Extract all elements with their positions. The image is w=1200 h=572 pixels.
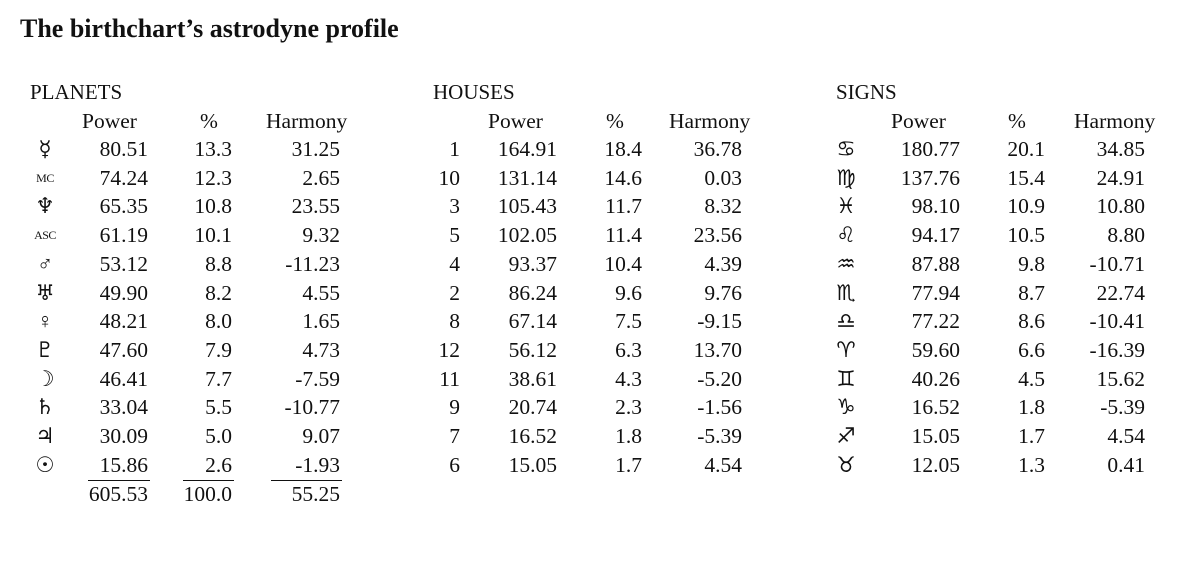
table-row: [836, 307, 1200, 335]
harmony-value: 36.78: [693, 137, 742, 161]
power-value: 15.86: [99, 452, 148, 477]
pct-value: 15.4: [1007, 165, 1045, 190]
harmony-total: 55.25: [291, 482, 340, 507]
house-number: 4: [449, 251, 460, 276]
harmony-value: 4.55: [302, 280, 340, 305]
harmony-value: 24.91: [1096, 165, 1145, 190]
moon-icon: ☽︎: [35, 366, 55, 391]
pct-value: 8.7: [1018, 280, 1045, 305]
house-number: 2: [449, 280, 460, 305]
harmony-value: 2.65: [302, 165, 340, 190]
table-row: [836, 393, 1200, 421]
table-row: [30, 307, 410, 335]
power-value: 61.19: [99, 223, 148, 248]
page-title: The birthchart’s astrodyne profile: [20, 14, 399, 43]
pct-value: 14.6: [604, 165, 642, 190]
pct-value: 4.3: [615, 366, 642, 391]
table-row: [433, 336, 813, 364]
totals-row: [30, 480, 410, 508]
neptune-icon: ♆︎: [35, 194, 55, 219]
harmony-value: 9.76: [704, 280, 742, 305]
pct-value: 1.8: [1018, 395, 1045, 420]
scorpio-icon: ♏︎: [836, 280, 856, 305]
house-number: 3: [449, 194, 460, 219]
signs-header-row: [836, 107, 1200, 135]
pct-value: 4.5: [1018, 366, 1045, 391]
mc-icon: MC: [36, 170, 54, 185]
power-value: 30.09: [99, 424, 148, 448]
power-value: 46.41: [99, 366, 148, 391]
power-value: 98.10: [911, 194, 960, 219]
pct-value: 6.3: [615, 337, 642, 362]
harmony-value: 22.74: [1096, 280, 1145, 305]
aquarius-icon: ♒︎: [836, 251, 856, 276]
table-row: [836, 221, 1200, 249]
taurus-icon: ♉︎: [836, 452, 856, 477]
power-value: 56.12: [508, 337, 557, 362]
table-row: [30, 164, 410, 192]
harmony-value: -7.59: [295, 366, 340, 391]
house-number: 6: [449, 452, 460, 477]
power-value: 102.05: [497, 223, 557, 248]
table-row: [836, 451, 1200, 479]
power-total: 605.53: [88, 482, 148, 507]
planets-table: [30, 80, 410, 520]
pct-value: 10.4: [604, 251, 642, 276]
power-value: 15.05: [508, 452, 557, 477]
power-value: 15.05: [911, 424, 960, 448]
table-row: [433, 422, 813, 450]
power-header: Power: [488, 109, 543, 133]
pct-value: 5.5: [205, 395, 232, 420]
house-number: 7: [449, 424, 460, 448]
harmony-header: Harmony: [669, 109, 751, 133]
power-value: 49.90: [99, 280, 148, 305]
pct-value: 1.7: [1018, 424, 1045, 448]
pct-value: 11.4: [605, 223, 642, 248]
power-value: 77.94: [911, 280, 960, 305]
power-value: 164.91: [497, 137, 557, 161]
sun-icon: ☉︎: [35, 452, 55, 477]
mars-icon: ♂︎: [36, 251, 54, 276]
asc-icon: ASC: [34, 228, 56, 243]
power-value: 12.05: [911, 452, 960, 477]
libra-icon: ♎︎: [836, 309, 856, 334]
house-number: 11: [439, 366, 460, 391]
harmony-value: -5.39: [1100, 395, 1145, 420]
harmony-value: 4.39: [704, 251, 742, 276]
pct-value: 7.5: [615, 309, 642, 334]
aries-icon: ♈︎: [836, 337, 856, 362]
table-row: [30, 451, 410, 479]
power-value: 93.37: [508, 251, 557, 276]
power-value: 105.43: [497, 194, 557, 219]
harmony-value: 0.03: [704, 165, 742, 190]
power-value: 59.60: [911, 337, 960, 362]
table-row: [30, 393, 410, 421]
pct-value: 13.3: [194, 137, 232, 161]
power-value: 77.22: [911, 309, 960, 334]
power-value: 47.60: [99, 337, 148, 362]
pct-value: 9.6: [615, 280, 642, 305]
house-number: 1: [449, 137, 460, 161]
saturn-icon: ♄︎: [35, 395, 55, 420]
harmony-value: 9.07: [302, 424, 340, 448]
table-row: [433, 164, 813, 192]
sagittarius-icon: ♐︎: [836, 424, 856, 448]
pct-value: 2.3: [615, 395, 642, 420]
harmony-header: Harmony: [266, 109, 348, 133]
harmony-value: -10.77: [284, 395, 340, 420]
house-number: 12: [438, 337, 460, 362]
uranus-icon: ♅︎: [35, 280, 55, 305]
pct-value: 6.6: [1018, 337, 1045, 362]
power-value: 33.04: [99, 395, 148, 420]
harmony-value: -1.56: [697, 395, 742, 420]
table-row: [30, 192, 410, 220]
power-value: 40.26: [911, 366, 960, 391]
table-row: [30, 279, 410, 307]
power-header: Power: [82, 109, 137, 133]
pct-value: 5.0: [205, 424, 232, 448]
harmony-value: 8.80: [1107, 223, 1145, 248]
planets-header-row: [30, 107, 410, 135]
power-value: 86.24: [508, 280, 557, 305]
pct-total: 100.0: [183, 482, 232, 507]
house-number: 5: [449, 223, 460, 248]
houses-header-row: [433, 107, 813, 135]
harmony-header: Harmony: [1074, 109, 1156, 133]
harmony-value: 13.70: [693, 337, 742, 362]
pct-value: 10.5: [1007, 223, 1045, 248]
pisces-icon: ♓︎: [836, 194, 856, 219]
houses-table: [433, 80, 813, 520]
table-row: [30, 135, 410, 163]
pct-header: %: [606, 109, 624, 133]
harmony-value: 1.65: [302, 309, 340, 334]
power-value: 87.88: [911, 251, 960, 276]
harmony-value: 4.73: [302, 337, 340, 362]
table-row: [836, 279, 1200, 307]
power-value: 137.76: [900, 165, 960, 190]
harmony-value: 4.54: [704, 452, 742, 477]
pct-value: 20.1: [1007, 137, 1045, 161]
pct-value: 7.9: [205, 337, 232, 362]
harmony-value: 15.62: [1096, 366, 1145, 391]
pct-value: 8.2: [205, 280, 232, 305]
table-row: [433, 279, 813, 307]
harmony-value: 4.54: [1107, 424, 1145, 448]
power-value: 53.12: [99, 251, 148, 276]
table-row: [836, 336, 1200, 364]
harmony-value: 0.41: [1107, 452, 1145, 477]
pct-value: 1.8: [615, 424, 642, 448]
venus-icon: ♀︎: [36, 309, 54, 334]
planets-label: PLANETS: [30, 80, 123, 104]
virgo-icon: ♍︎: [836, 165, 856, 190]
jupiter-icon: ♃︎: [35, 424, 55, 448]
house-number: 9: [449, 395, 460, 420]
table-row: [836, 422, 1200, 450]
pct-value: 7.7: [205, 366, 232, 391]
table-row: [433, 221, 813, 249]
table-row: [433, 393, 813, 421]
table-row: [30, 365, 410, 393]
table-row: [836, 365, 1200, 393]
harmony-value: 23.56: [693, 223, 742, 248]
pct-value: 8.8: [205, 251, 232, 276]
power-value: 16.52: [508, 424, 557, 448]
pct-value: 1.7: [615, 452, 642, 477]
table-row: [433, 365, 813, 393]
power-value: 20.74: [508, 395, 557, 420]
harmony-value: -5.39: [697, 424, 742, 448]
pct-header: %: [200, 109, 218, 133]
capricorn-icon: ♑︎: [836, 395, 856, 420]
gemini-icon: ♊︎: [836, 366, 856, 391]
pct-value: 8.0: [205, 309, 232, 334]
pct-value: 2.6: [205, 452, 232, 477]
harmony-value: -11.23: [285, 251, 340, 276]
power-value: 180.77: [900, 137, 960, 161]
house-number: 10: [438, 165, 460, 190]
power-value: 80.51: [99, 137, 148, 161]
signs-label: SIGNS: [836, 80, 897, 104]
table-row: [836, 250, 1200, 278]
power-value: 38.61: [508, 366, 557, 391]
power-value: 65.35: [99, 194, 148, 219]
cancer-icon: ♋︎: [836, 137, 856, 161]
harmony-value: 31.25: [291, 137, 340, 161]
harmony-value: 10.80: [1096, 194, 1145, 219]
signs-table: [836, 80, 1200, 520]
harmony-value: -9.15: [697, 309, 742, 334]
harmony-value: 23.55: [291, 194, 340, 219]
table-row: [433, 307, 813, 335]
pct-value: 12.3: [194, 165, 232, 190]
harmony-value: -5.20: [697, 366, 742, 391]
power-value: 67.14: [508, 309, 557, 334]
power-value: 74.24: [99, 165, 148, 190]
table-row: [836, 135, 1200, 163]
harmony-value: -10.41: [1089, 309, 1145, 334]
pct-value: 18.4: [604, 137, 642, 161]
table-row: [30, 422, 410, 450]
house-number: 8: [449, 309, 460, 334]
table-row: [30, 221, 410, 249]
table-row: [433, 192, 813, 220]
pct-header: %: [1008, 109, 1026, 133]
power-header: Power: [891, 109, 946, 133]
table-row: [836, 164, 1200, 192]
power-value: 16.52: [911, 395, 960, 420]
table-row: [836, 192, 1200, 220]
harmony-value: 34.85: [1096, 137, 1145, 161]
power-value: 94.17: [911, 223, 960, 248]
pct-value: 11.7: [605, 194, 642, 219]
table-row: [433, 250, 813, 278]
leo-icon: ♌︎: [836, 223, 856, 248]
harmony-value: 8.32: [704, 194, 742, 219]
harmony-value: 9.32: [302, 223, 340, 248]
pct-value: 1.3: [1018, 452, 1045, 477]
table-row: [30, 336, 410, 364]
pct-value: 8.6: [1018, 309, 1045, 334]
harmony-value: -1.93: [295, 452, 340, 477]
mercury-icon: ☿︎: [38, 137, 52, 161]
pct-value: 10.8: [194, 194, 232, 219]
table-row: [30, 250, 410, 278]
power-value: 48.21: [99, 309, 148, 334]
pct-value: 9.8: [1018, 251, 1045, 276]
table-row: [433, 451, 813, 479]
pluto-icon: ♇︎: [35, 337, 55, 362]
pct-value: 10.1: [194, 223, 232, 248]
table-row: [433, 135, 813, 163]
harmony-value: -16.39: [1089, 337, 1145, 362]
harmony-value: -10.71: [1089, 251, 1145, 276]
houses-label: HOUSES: [433, 80, 515, 104]
pct-value: 10.9: [1007, 194, 1045, 219]
power-value: 131.14: [497, 165, 557, 190]
